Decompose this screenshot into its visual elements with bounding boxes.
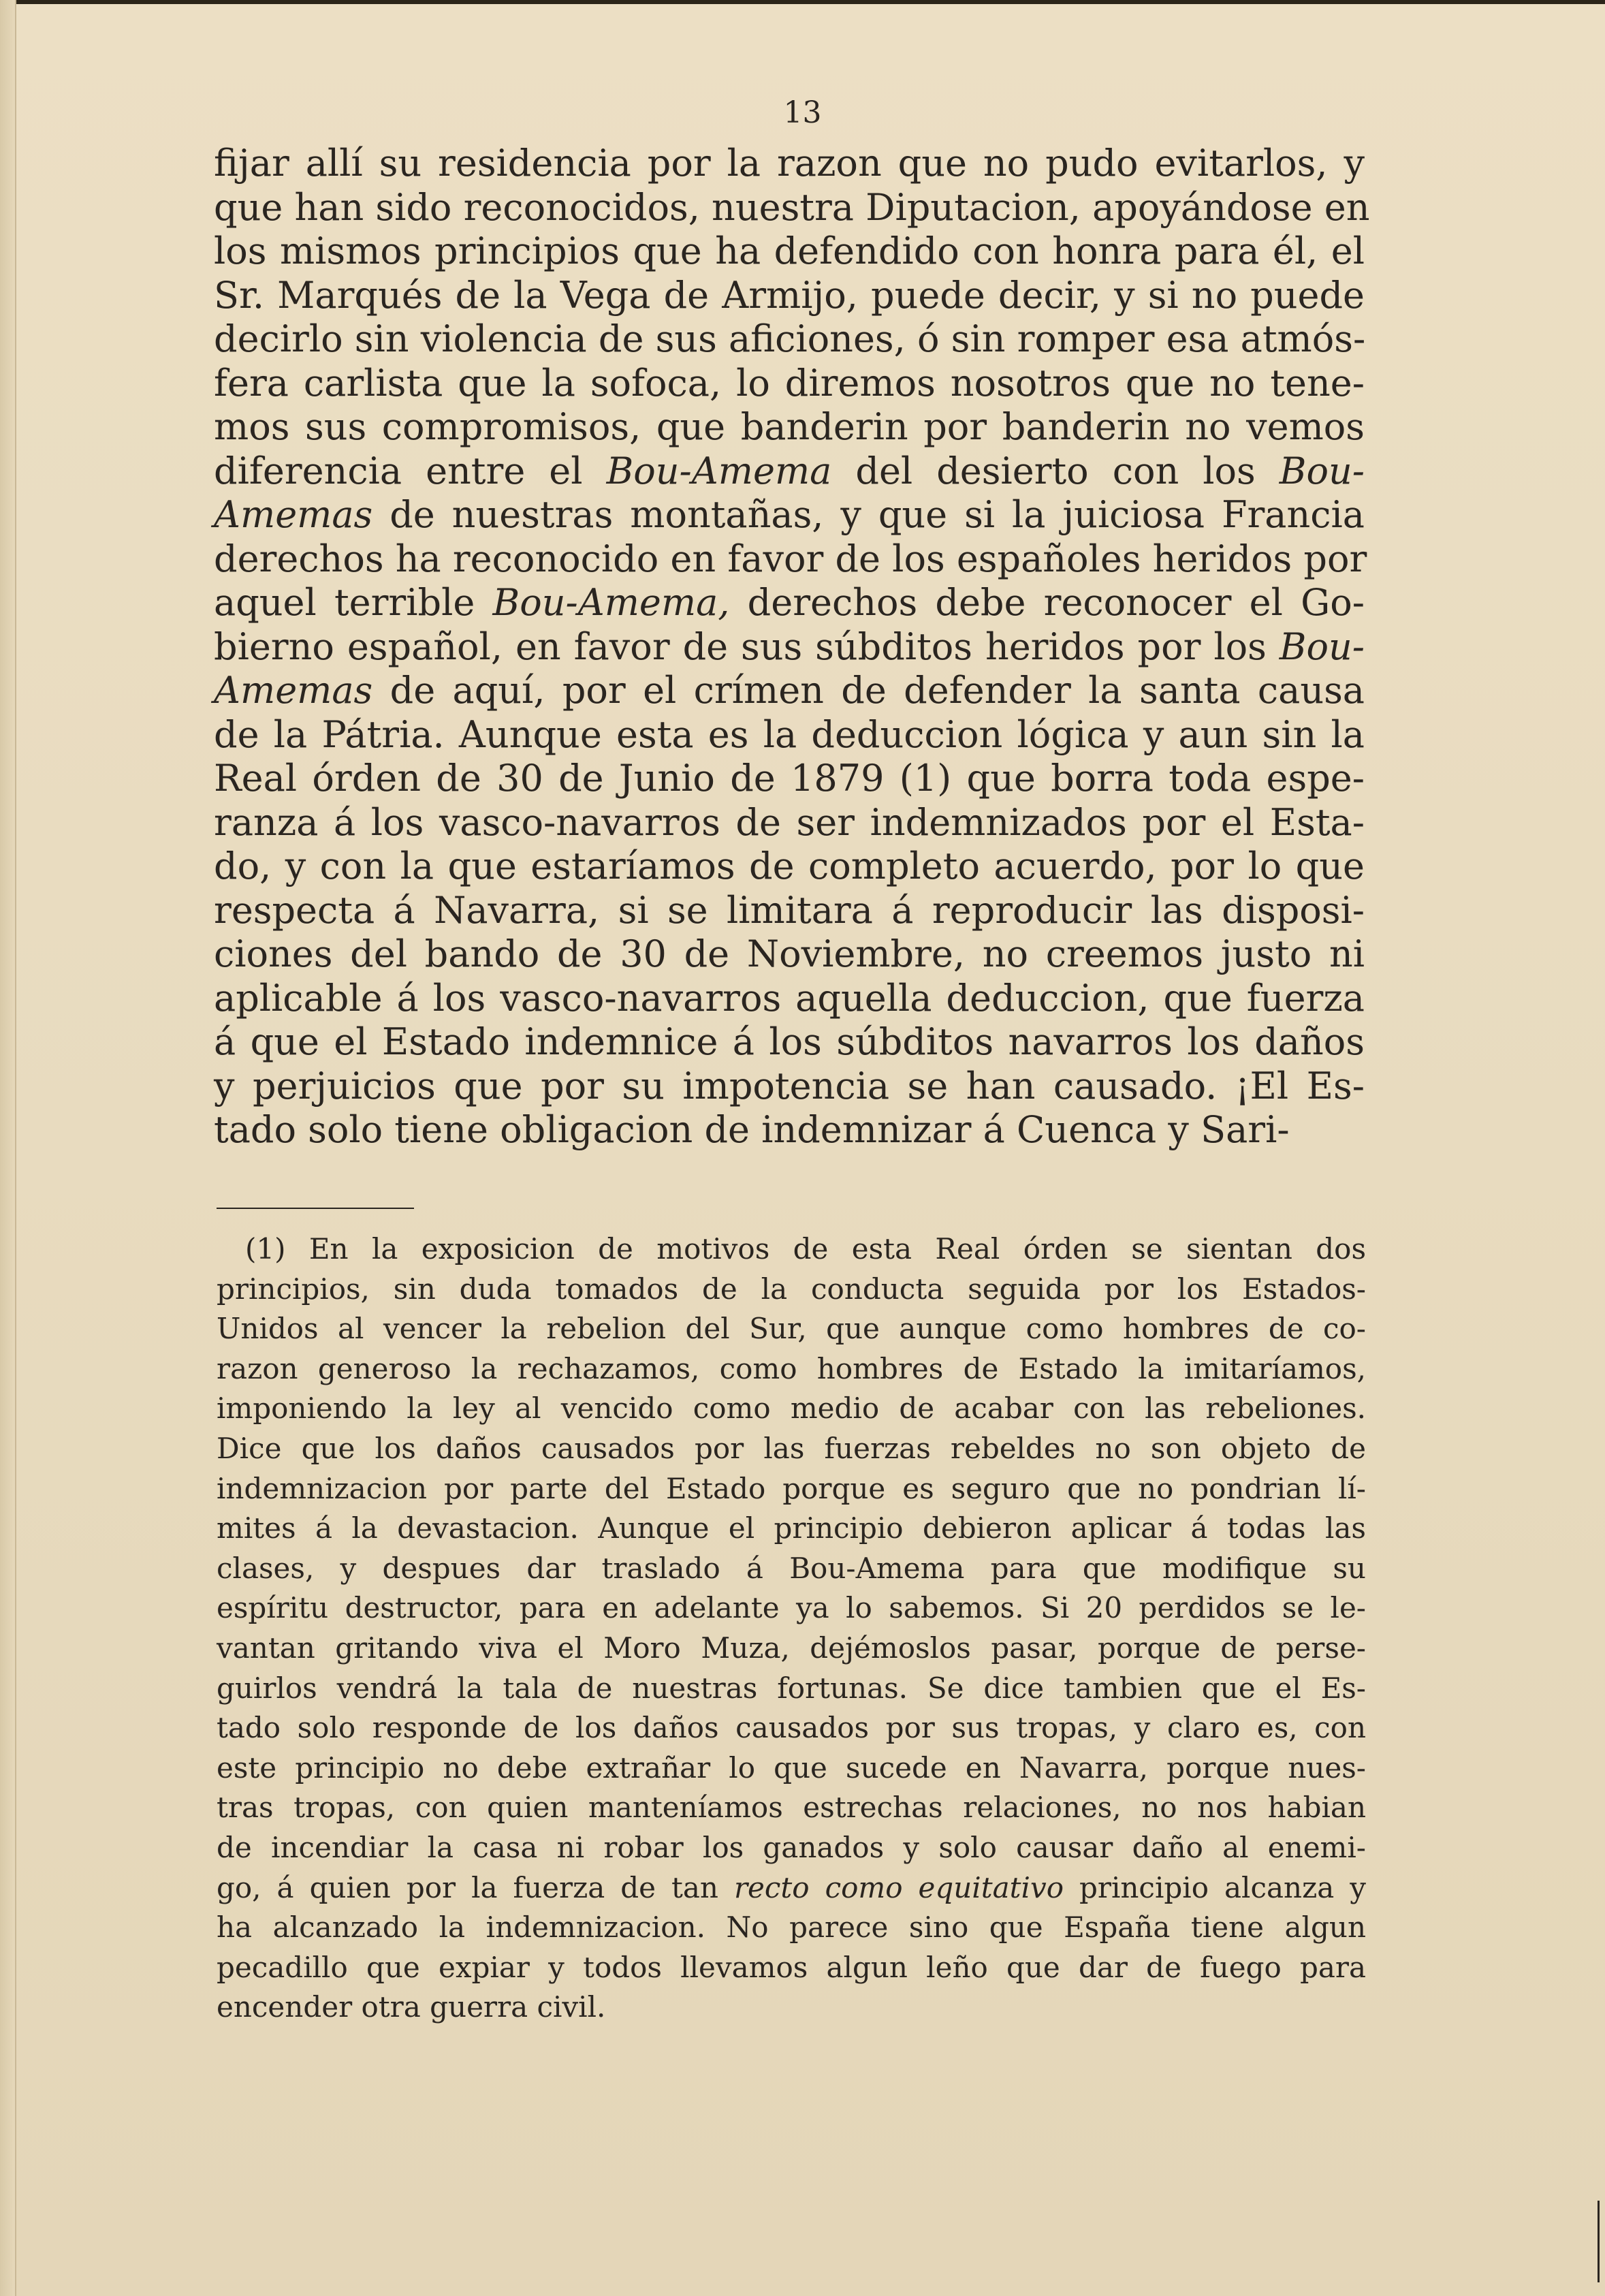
- footnote-line: [217, 1509, 1366, 1549]
- text-run: y perjuicios que por su impotencia se han causado. ¡El Es-: [214, 1064, 1365, 1107]
- footnote-line: [217, 1549, 1366, 1589]
- footnote-line: [217, 1629, 1366, 1669]
- footnote-line: [217, 1429, 1366, 1469]
- text-run: go, á quien por la fuerza de tan: [217, 1870, 734, 1904]
- text-run: bierno español, en favor de sus súbditos heridos por los: [214, 625, 1280, 668]
- italic-text: Bou-Amema: [606, 449, 832, 492]
- page-edge-mark: [1598, 2201, 1600, 2282]
- text-run: clases, y despues dar traslado á Bou-Amema para que modifique su: [217, 1551, 1366, 1585]
- footnote-separator: [217, 1208, 414, 1209]
- text-line: [214, 889, 1365, 933]
- text-run: aplicable á los vasco-navarros aquella deduccion, que fuerza: [214, 976, 1365, 1020]
- italic-text: Bou-Amema,: [492, 581, 730, 624]
- footnote-line: [217, 1748, 1366, 1789]
- italic-text: Bou-: [1279, 625, 1365, 668]
- text-run: pecadillo que expiar y todos llevamos algun leño que dar de fuego para: [217, 1950, 1366, 1984]
- text-run: encender otra guerra civil.: [217, 1990, 606, 2024]
- footnote-line: [217, 1669, 1366, 1709]
- text-run: derechos debe reconocer el Go-: [729, 581, 1365, 624]
- text-run: principios, sin duda tomados de la conducta seguida por los Estados-: [217, 1272, 1366, 1306]
- text-line: [214, 1108, 1365, 1152]
- text-run: respecta á Navarra, si se limitara á reproducir las disposi-: [214, 888, 1365, 932]
- text-line: [214, 713, 1365, 757]
- text-line: [214, 669, 1365, 713]
- text-run: indemnizacion por parte del Estado porque es seguro que no pondrian lí-: [217, 1471, 1366, 1505]
- text-run: los mismos principios que ha defendido con honra para él, el: [214, 230, 1365, 272]
- text-run: de nuestras montañas, y que si la juiciosa Francia: [372, 493, 1365, 536]
- text-line: [214, 142, 1365, 186]
- text-run: espíritu destructor, para en adelante ya lo sabemos. Si 20 perdidos se le-: [217, 1591, 1366, 1625]
- text-run: Unidos al vencer la rebelion del Sur, que aunque como hombres de co-: [217, 1312, 1366, 1346]
- text-line: [214, 1065, 1365, 1109]
- footnote-line: [217, 1389, 1366, 1429]
- text-line: [214, 405, 1365, 450]
- footnote-line: [217, 1588, 1366, 1629]
- text-run: este principio no debe extrañar lo que sucede en Navarra, porque nues-: [217, 1750, 1366, 1784]
- footnote-line: [217, 1987, 1366, 2028]
- text-line: [214, 625, 1365, 670]
- text-line: [214, 274, 1365, 318]
- text-run: á que el Estado indemnice á los súbditos navarros los daños: [214, 1020, 1365, 1063]
- text-line: [214, 230, 1365, 274]
- text-line: [214, 801, 1365, 845]
- footnote-line: [217, 1708, 1366, 1748]
- text-line: [214, 932, 1365, 977]
- text-run: diferencia entre el: [214, 449, 607, 492]
- text-run: mos sus compromisos, que banderin por banderin no vemos: [214, 405, 1365, 448]
- text-line: [214, 317, 1365, 362]
- text-run: do, y con la que estaríamos de completo acuerdo, por lo que: [214, 845, 1365, 887]
- footnote-line: [217, 1309, 1366, 1349]
- footnote-line: [217, 1908, 1366, 1948]
- text-run: de aquí, por el crímen de defender la santa causa: [372, 669, 1365, 712]
- text-run: tado solo tiene obligacion de indemnizar á Cuenca y Sari-: [214, 1108, 1290, 1151]
- text-run: (1) En la exposicion de motivos de esta Real órden se sientan dos: [245, 1232, 1366, 1265]
- text-run: Dice que los daños causados por las fuerzas rebeldes no son objeto de: [217, 1431, 1366, 1465]
- italic-text: Bou-: [1279, 449, 1365, 492]
- text-run: del desierto con los: [831, 449, 1280, 492]
- page-binding-edge: [0, 0, 16, 2296]
- text-run: principio alcanza y: [1063, 1870, 1366, 1904]
- text-line: [214, 537, 1365, 582]
- text-run: de la Pátria. Aunque esta es la deduccion lógica y aun sin la: [214, 712, 1365, 756]
- italic-text: recto como equitativo: [733, 1870, 1064, 1904]
- footnote-line: [217, 1868, 1366, 1908]
- text-line: [214, 362, 1365, 406]
- text-run: razon generoso la rechazamos, como hombres de Estado la imitaríamos,: [217, 1351, 1366, 1385]
- text-run: vantan gritando viva el Moro Muza, dejémoslos pasar, porque de perse-: [217, 1631, 1366, 1665]
- text-run: guirlos vendrá la tala de nuestras fortunas. Se dice tambien que el Es-: [217, 1671, 1366, 1705]
- text-line: [214, 977, 1365, 1021]
- text-run: tras tropas, con quien manteníamos estrechas relaciones, no nos habian: [217, 1791, 1366, 1825]
- text-run: ranza á los vasco-navarros de ser indemnizados por el Esta-: [214, 800, 1365, 844]
- text-line: [214, 581, 1365, 625]
- text-line: [214, 493, 1365, 537]
- page-top-edge: [0, 0, 1605, 4]
- text-run: ha alcanzado la indemnizacion. No parece sino que España tiene algun: [217, 1910, 1366, 1945]
- text-line: [214, 1020, 1365, 1065]
- main-text: [214, 142, 1370, 1152]
- text-run: de incendiar la casa ni robar los ganados y solo causar daño al enemi-: [217, 1830, 1366, 1864]
- footnote-line: [217, 1349, 1366, 1389]
- text-run: imponiendo la ley al vencido como medio de acabar con las rebeliones.: [217, 1391, 1366, 1426]
- footnote-line: [217, 1229, 1366, 1270]
- text-line: [214, 185, 1370, 230]
- text-run: mites á la devastacion. Aunque el principio debieron aplicar á todas las: [217, 1511, 1366, 1545]
- text-run: fera carlista que la sofoca, lo diremos nosotros que no tene-: [214, 361, 1365, 405]
- text-line: [214, 845, 1365, 889]
- text-run: derechos ha reconocido en favor de los españoles heridos por: [214, 537, 1367, 580]
- footnote-line: [217, 1828, 1366, 1868]
- italic-text: Amemas: [214, 669, 373, 712]
- footnote: [217, 1229, 1366, 2028]
- text-run: ciones del bando de 30 de Noviembre, no creemos justo ni: [214, 932, 1365, 975]
- text-run: Sr. Marqués de la Vega de Armijo, puede decir, y si no puede: [214, 273, 1365, 317]
- text-run: fijar allí su residencia por la razon que no pudo evitarlos, y: [214, 142, 1365, 185]
- footnote-line: [217, 1788, 1366, 1828]
- text-run: Real órden de 30 de Junio de 1879 (1) que borra toda espe-: [214, 757, 1365, 800]
- page-number: 13: [783, 95, 822, 130]
- footnote-line: [217, 1469, 1366, 1509]
- footnote-line: [217, 1270, 1366, 1310]
- text-run: que han sido reconocidos, nuestra Diputacion, apoyándose en: [214, 185, 1370, 229]
- text-line: [214, 450, 1365, 494]
- italic-text: Amemas: [214, 493, 373, 536]
- text-run: aquel terrible: [214, 581, 493, 624]
- text-line: [214, 757, 1365, 801]
- footnote-line: [217, 1948, 1366, 1988]
- text-run: decirlo sin violencia de sus aficiones, ó sin romper esa atmós-: [214, 317, 1366, 360]
- text-run: tado solo responde de los daños causados por sus tropas, y claro es, con: [217, 1711, 1366, 1745]
